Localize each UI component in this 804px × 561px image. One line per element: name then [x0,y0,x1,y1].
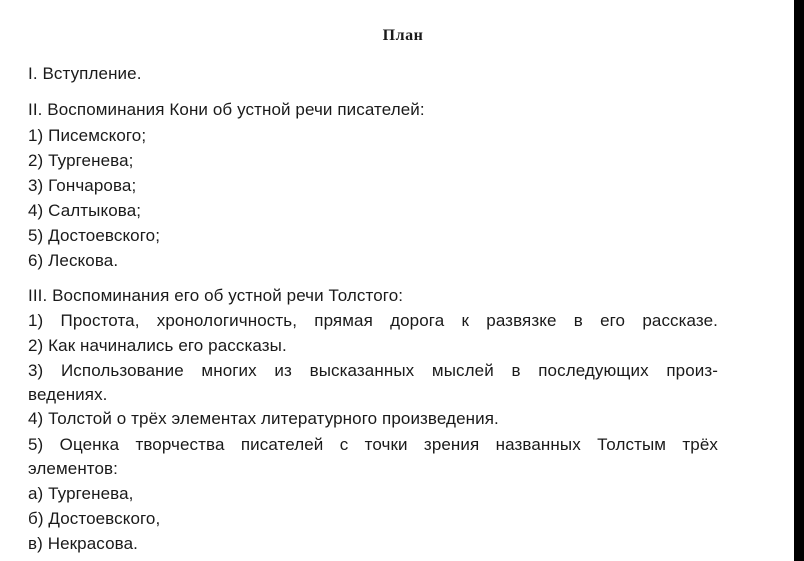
sub-list-item: в) Некрасова. [28,534,138,553]
section-1-heading: I. Вступление. [28,64,142,83]
list-item: 5) Оценка творчества писателей с точки зрения названных Толстым трёх [28,435,718,454]
document-title: План [382,27,424,44]
list-item: 4) Салтыкова; [28,201,142,220]
section-2-heading: II. Воспоминания Кони об устной речи писателей: [28,100,425,119]
list-item: 5) Достоевского; [28,226,161,245]
sub-list-item: б) Достоевского, [28,509,161,528]
list-item: 3) Гончарова; [28,176,137,195]
list-item: 2) Тургенева; [28,151,134,170]
list-item-continuation: ведениях. [28,385,108,404]
list-item: 2) Как начинались его рассказы. [28,336,287,355]
list-item-continuation: элементов: [28,459,119,478]
list-item: 6) Лескова. [28,251,119,270]
list-item: 1) Простота, хронологичность, прямая дорога к развязке в его рассказе. [28,311,718,330]
page-edge-bar [794,0,804,561]
list-item: 1) Писемского; [28,126,147,145]
list-item: 3) Использование многих из высказанных мыслей в последующих произ- [28,361,718,380]
sub-list-item: а) Тургенева, [28,484,134,503]
section-3-heading: III. Воспоминания его об устной речи Толстого: [28,286,404,305]
list-item: 4) Толстой о трёх элементах литературного произведения. [28,409,499,428]
